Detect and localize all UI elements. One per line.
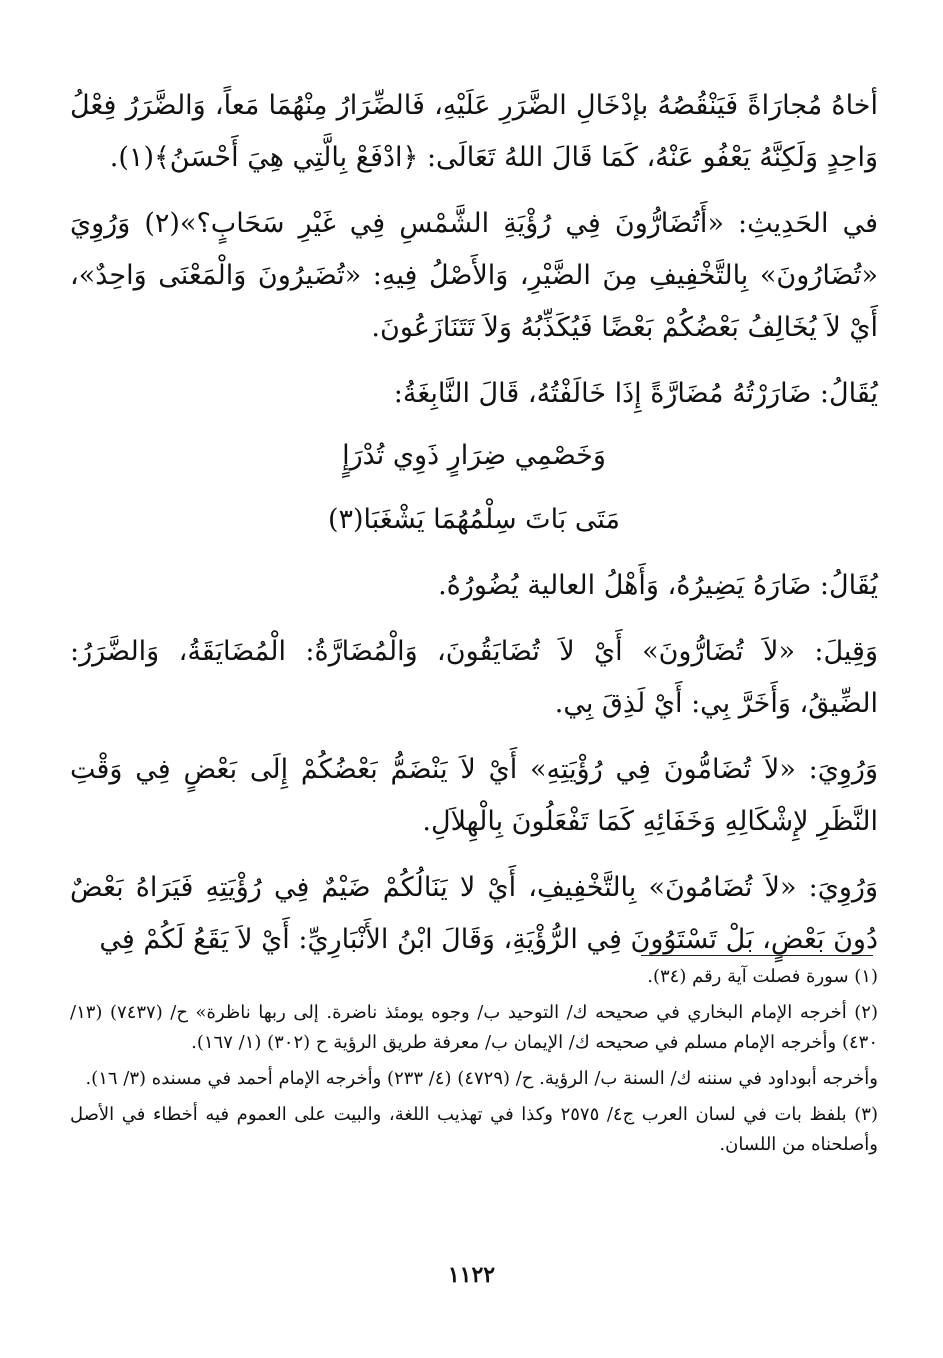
footnote-1: (١) سورة فصلت آية رقم (٣٤). — [647, 966, 878, 987]
footnote-separator — [641, 955, 873, 956]
paragraph-6: وَرُوِيَ: «لاَ تُضَامُّونَ فِي رُؤْيَتِهِ» أَيْ لاَ يَنْضَمُّ بَعْضُكُمْ إِلَى بَعْضٍ فِي وَقْتِ النَّظَرِ لإِشْكَالِهِ وَخَفَائِهِ كَمَا تَفْعَلُونَ بِالْهِلاَلِ. — [70, 754, 878, 837]
footnote-2-continued: وأخرجه أبوداود في سننه ك/ السنة ب/ الرؤية. ح/ (٤٧٢٩) (٤/ ٢٣٣) وأخرجه الإمام أحمد في مسنده (٣/ ١٦). — [85, 1068, 878, 1089]
footnote-2: (٢) أخرجه الإمام البخاري في صحيحه ك/ التوحيد ب/ وجوه يومئذ ناضرة. إلى ربها ناظرة» ح/ (٧٤٣٧) (١٣/ ٤٣٠) وأخرجه الإمام مسلم في صحيحه ك/ الإيمان ب/ معرفة طريق الرؤية ح (٣٠٢) (١/ ١٦٧). — [70, 1002, 878, 1053]
paragraph-3: يُقَالُ: ضَارَرْتُهُ مُضَارَّةً إِذَا خَالَفْتُهُ، قَالَ النَّابِغَةُ: — [393, 378, 878, 409]
paragraph-4: يُقَالُ: ضَارَهُ يَضِيرُهُ، وَأَهْلُ العالية يُضُورُهُ. — [438, 570, 878, 601]
footnote-3: (٣) بلفظ بات في لسان العرب ج٤/ ٢٥٧٥ وكذا في تهذيب اللغة، والبيت على العموم فيه أخطاء في الأصل وأصلحناه من اللسان. — [70, 1104, 878, 1155]
main-text — [70, 80, 878, 966]
page-body — [70, 80, 878, 966]
footnotes — [70, 962, 878, 1166]
paragraph-5: وَقِيلَ: «لاَ تُضَارُّونَ» أَيْ لاَ تُضَايَقُونَ، وَالْمُضَارَّةُ: الْمُضَايَقَةُ، وَالضَّرَرُ: الضِّيقُ، وَأَخَرَّ بِي: أَيْ لَذِقَ بِي. — [70, 636, 878, 719]
verse-line-2: مَتَى بَاتَ سِلْمُهُمَا يَشْغَبَا(٣) — [327, 504, 621, 535]
page-number: ١١٢٢ — [447, 1262, 496, 1288]
paragraph-7: وَرُوِيَ: «لاَ تُضَامُونَ» بِالتَّخْفِيفِ، أَيْ لا يَنَالُكُمْ ضَيْمٌ فِي رُؤْيَتِهِ فَيَرَاهُ بَعْضٌ دُونَ بَعْضٍ، بَلْ تَسْتَوُونَ فِي الرُّؤْيَةِ، وَقَالَ ابْنُ الأَنْبَارِيِّ: أَيْ لاَ يَقَعُ لَكُمْ فِي — [70, 872, 878, 955]
paragraph-1: أخاهُ مُجارَاةً فَيَنْقُصُهُ بإدْخَالِ الضَّرَرِ عَلَيْهِ، فَالضِّرَارُ مِنْهُمَا مَعاً، وَالضَّرَرُ فِعْلُ وَاحِدٍ وَلَكِنَّهُ يَعْفُو عَنْهُ، كَمَا قَالَ اللهُ تَعَالَى: ﴿ادْفَعْ بِالَّتِي هِيَ أَحْسَنُ﴾(١). — [70, 90, 878, 173]
paragraph-2: في الحَدِيثِ: «أَتُضَارُّونَ فِي رُؤْيَةِ الشَّمْسِ فِي غَيْرِ سَحَابٍ؟»(٢) وَرُوِيَ «تُضَارُونَ» بِالتَّخْفِيفِ مِنَ الضَّيْرِ، وَالأَصْلُ فِيهِ: «تُضَيرُونَ وَالْمَعْنَى وَاحِدٌ»، أَيْ لاَ يُخَالِفُ بَعْضُكُمْ بَعْضًا فَيُكَذِّبُهُ وَلاَ تَتَنَازَعُونَ. — [70, 208, 878, 343]
verse-line-1: وَخَصْمِي ضِرَارٍ ذَوِي تُدْرَإٍ — [342, 440, 606, 471]
